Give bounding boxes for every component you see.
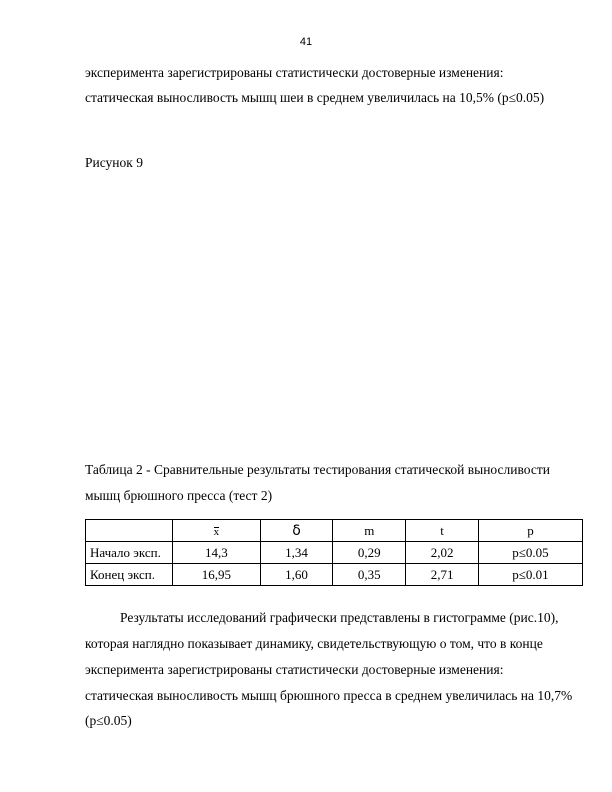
intro-line-2: статическая выносливость мышц шеи в среднем увеличилась на 10,5% (p≤0.05): [85, 90, 545, 105]
table-row: [86, 542, 583, 564]
cell-mean: 14,3: [173, 542, 261, 564]
table-title-line-2: мышц брюшного пресса (тест 2): [85, 488, 273, 503]
conclusion-line-2: которая наглядно показывает динамику, свидетельствующую о том, что в конце: [85, 636, 543, 651]
page-number: 41: [299, 36, 313, 48]
cell-t: 2,71: [406, 564, 479, 586]
header-cell-m: m: [333, 520, 406, 542]
cell-p: p≤0.05: [478, 542, 582, 564]
conclusion-line-5: (p≤0.05): [85, 713, 132, 728]
cell-delta: 1,60: [260, 564, 333, 586]
row-label: Конец эксп.: [86, 564, 173, 586]
cell-mean: 16,95: [173, 564, 261, 586]
header-cell-delta: [260, 520, 333, 542]
intro-line-1: эксперимента зарегистрированы статистически достоверные изменения:: [85, 65, 504, 80]
results-table: [85, 519, 583, 586]
cell-m: 0,29: [333, 542, 406, 564]
figure-caption: Рисунок 9: [85, 155, 143, 170]
header-cell-empty: [86, 520, 173, 542]
cell-delta: 1,34: [260, 542, 333, 564]
table-row: [86, 564, 583, 586]
mean-symbol: x: [213, 525, 220, 538]
delta-symbol: δ: [292, 522, 301, 539]
header-cell-mean: [173, 520, 261, 542]
cell-p: p≤0.01: [478, 564, 582, 586]
row-label: Начало эксп.: [86, 542, 173, 564]
conclusion-line-3: эксперимента зарегистрированы статистически достоверные изменения:: [85, 662, 504, 677]
conclusion-line-4: статическая выносливость мышц брюшного пресса в среднем увеличилась на 10,7%: [85, 688, 573, 703]
table-title-line-1: Таблица 2 - Сравнительные результаты тестирования статической выносливости: [85, 462, 550, 477]
table-header-row: [86, 520, 583, 542]
header-cell-t: t: [406, 520, 479, 542]
header-cell-p: p: [478, 520, 582, 542]
cell-m: 0,35: [333, 564, 406, 586]
conclusion-line-1: Результаты исследований графически представлены в гистограмме (рис.10),: [120, 610, 559, 625]
cell-t: 2,02: [406, 542, 479, 564]
